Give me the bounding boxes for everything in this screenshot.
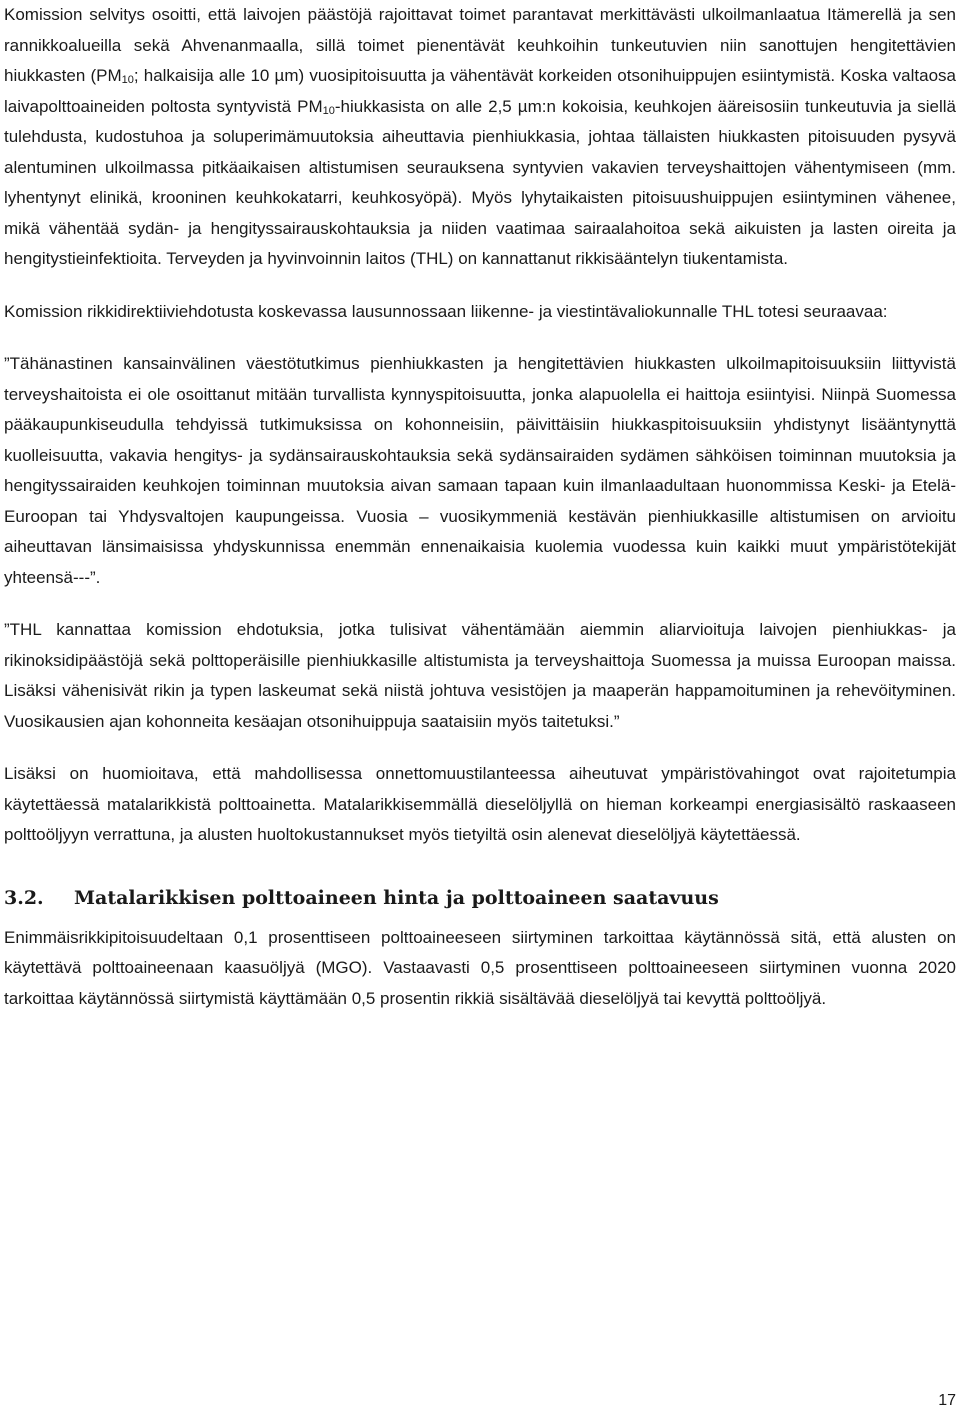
paragraph-ship-emissions-health: [4, 0, 956, 275]
paragraph-accident-environmental-damage: Lisäksi on huomioitava, että mahdollisessa onnettomuustilanteessa aiheutuvat ympäristövahingot ovat rajoitetumpia käytettäessä matalarikkistä polttoainetta. Matalarikkisemmällä dieselöljyllä on hieman korkeampi energiasisältö raskaaseen polttoöljyyn verrattuna, ja alusten huoltokustannukset myös tietyiltä osin alenevat dieselöljyä käytettäessä.: [4, 764, 956, 844]
quote-thl-supports-proposals: ”THL kannattaa komission ehdotuksia, jotka tulisivat vähentämään aiemmin aliarvioituja laivojen pienhiukkas- ja rikinoksidipäästöjä sekä polttoperäisille pienhiukkasille altistumista ja terveyshaittoja Suomessa ja muissa Euroopan maissa. Lisäksi vähenisivät rikin ja typen laskeumat sekä niistä johtuva vesistöjen ja maaperän happamoituminen ja rehevöityminen. Vuosikausien ajan kohonneita kesäajan otsonihuippuja saataisiin myös taitetuksi.”: [4, 620, 956, 731]
quote-thl-population-research: ”Tähänastinen kansainvälinen väestötutkimus pienhiukkasten ja hengitettävien hiukkasten ulkoilmapitoisuuksiin liittyvistä terveyshaitoista ei ole osoittanut mitään turvallista kynnyspitoisuutta, jonka alapuolella ei haittoja esiintyisi. Niinpä Suomessa pääkaupunkiseudulla tehdyissä tutkimuksissa on kohonneisiin, päivittäisiin hiukkaspitoisuuksiin yhdistynyt lisääntynyttä kuolleisuutta, vakavia hengitys- ja sydänsairauskohtauksia sekä sydänsairaiden sydämen sähköisen toiminnan muutoksia ja hengityssairaiden keuhkojen toiminnan muutoksia aivan samaan tapaan kuin ilmanlaadultaan huonommissa Keski- ja Etelä-Euroopan tai Yhdysvaltojen kaupungeissa. Vuosia – vuosikymmeniä kestävän pienhiukkasille altistumisen on arvioitu aiheuttavan länsimaisissa yhdyskunnissa enemmän ennenaikaisia kuolemia vuodessa kuin kaikki muut ympäristötekijät yhteensä---”.: [4, 354, 956, 587]
paragraph-text: ; halkaisija alle 10 µm) vuosipitoisuutta ja vähentävät korkeiden otsonihuippujen esiintymistä. Koska valtaosa laivapolttoaineiden poltosta syntyvistä PM: [4, 66, 956, 116]
section-heading: [4, 883, 956, 913]
paragraph-text: Komission selvitys osoitti, että laivojen päästöjä rajoittavat toimet parantavat merkittävästi ulkoilmanlaatua Itämerellä ja sen rannikkoalueilla sekä Ahvenanmaalla, sillä toimet pienentävät keuhkoihin tunkeutuvien niin sanottujen hengitettävien hiukkasten (PM: [4, 5, 956, 85]
paragraph-fuel-transition: Enimmäisrikkipitoisuudeltaan 0,1 prosenttiseen polttoaineeseen siirtyminen tarkoittaa käytännössä sitä, että alusten on käytettävä polttoaineenaan kaasuöljyä (MGO). Vastaavasti 0,5 prosenttiseen polttoaineeseen siirtyminen vuonna 2020 tarkoittaa käytännössä siirtymistä käyttämään 0,5 prosentin rikkiä sisältävää dieselöljyä tai kevyttä polttoöljyä.: [4, 927, 956, 1008]
paragraph-thl-statement-intro: Komission rikkidirektiiviehdotusta koskevassa lausunnossaan liikenne- ja viestintävaliokunnalle THL totesi seuraavaa:: [4, 301, 888, 321]
page-content: [4, 0, 956, 1014]
subscript-pm10: 10: [322, 104, 335, 117]
page-number: 17: [938, 1392, 956, 1409]
section-number: 3.2.: [4, 886, 44, 909]
section-title: Matalarikkisen polttoaineen hinta ja polttoaineen saatavuus: [74, 886, 719, 909]
subscript-pm10: 10: [121, 74, 134, 86]
paragraph-text: -hiukkasista on alle 2,5 µm:n kokoisia, keuhkojen ääreisosiin tunkeutuvia ja siellä tulehdusta, kudostuhoa ja soluperimämuutoksia aiheuttavia pienhiukkasia, johtaa tällaisten hiukkasten pitoisuuden pysyvä alentuminen ulkoilmassa pitkäaikaisen altistumisen seurauksena syntyvien vakavien terveyshaittojen vähentymiseen (mm. lyhentynyt elinikä, krooninen keuhkokatarri, keuhkosyöpä). Myös lyhytaikaisten pitoisuushuippujen esiintyminen vähenee, mikä vähentää sydän- ja hengityssairauskohtauksia ja niiden vaatimaa sairaalahoitoa sekä aikuisten ja lasten oireita ja hengitystieinfektioita. Terveyden ja hyvinvoinnin laitos (THL) on kannattanut rikkisääntelyn tiukentamista.: [4, 96, 956, 268]
